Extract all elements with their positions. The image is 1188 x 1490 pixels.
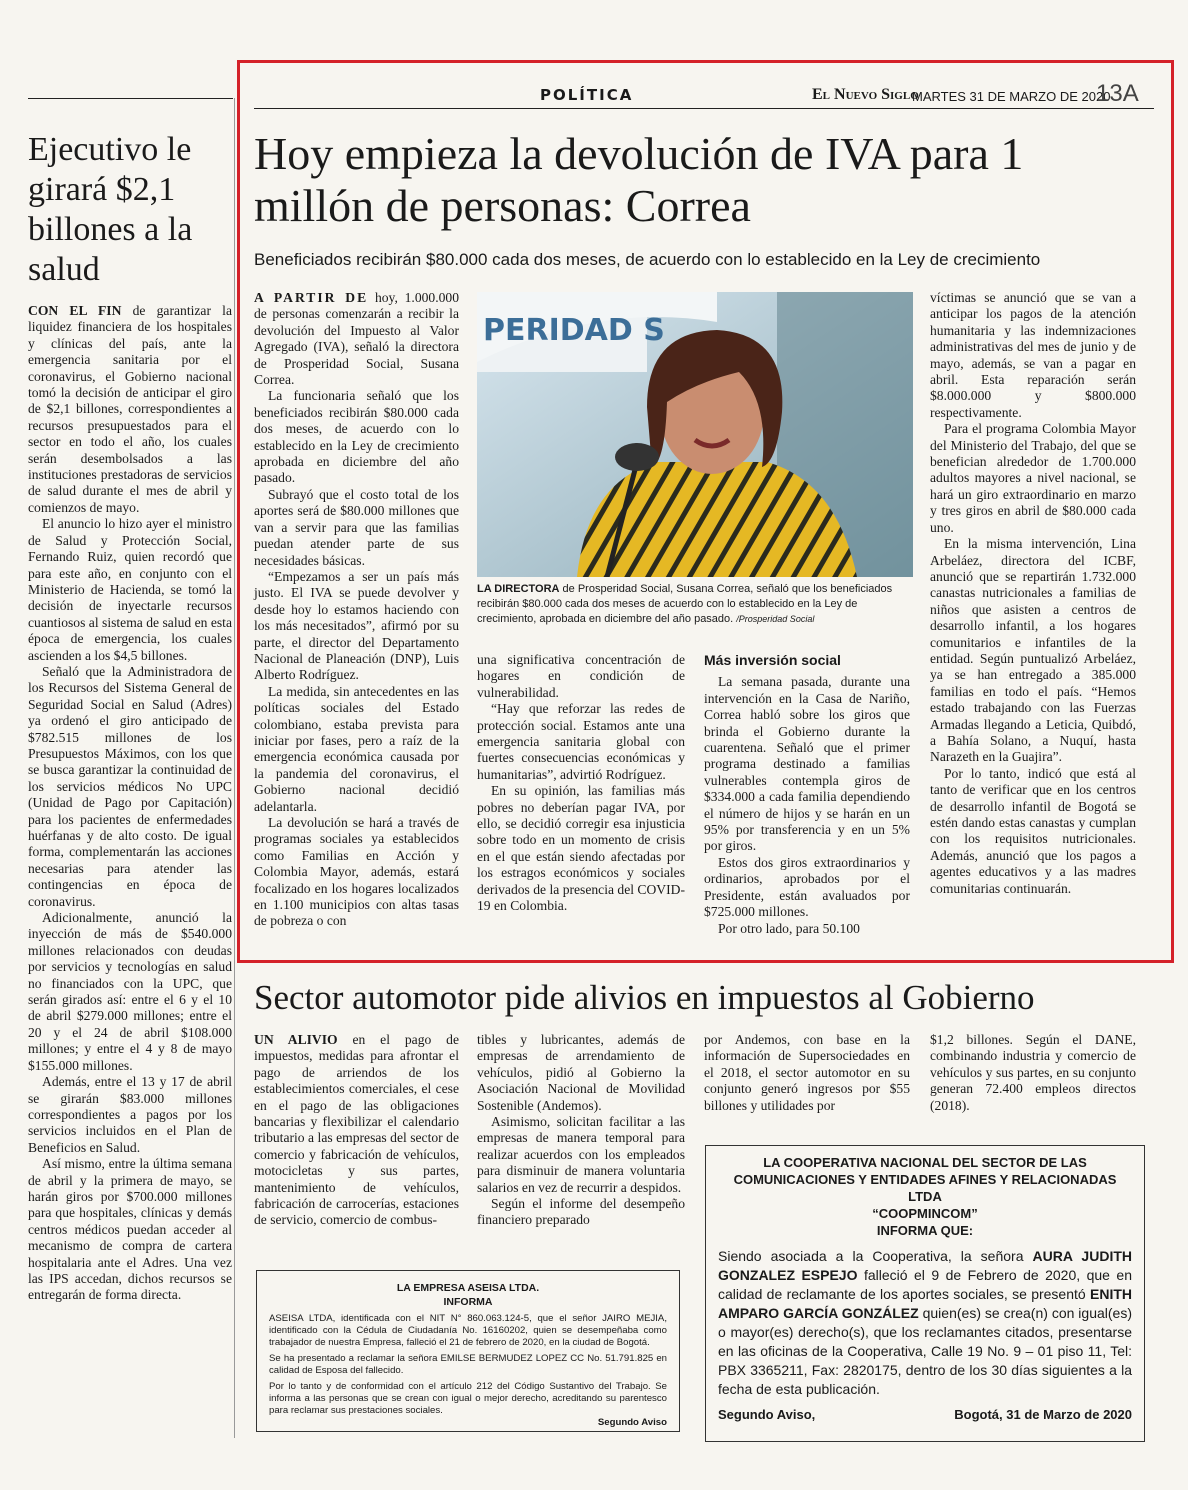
main-lead: A PARTIR DE [254, 290, 369, 305]
column-divider [234, 98, 235, 1438]
coop-acronym: “COOPMINCOM” [872, 1206, 978, 1221]
speaker-photo-illustration [477, 292, 913, 577]
second-paragraph: en el pago de impuestos, medidas para afrontar el pago de arriendos de los establecimientos comerciales, el cese en el pago de las obligaciones bancarias y flexibilizar el calendario tributario a las empresas del sector de comercio y fabricación de vehículos, motocicletas y sus partes, mantenimiento de vehículos, fabricación de carrocerías, estaciones de servicio, comercio de combus- [254, 1032, 459, 1228]
photo-caption [477, 582, 913, 627]
second-paragraph: tibles y lubricantes, además de empresas de arrendamiento de vehículos, pidió al Gobierno la Asociación Nacional de Movilidad Sostenible (Andemos). [477, 1032, 685, 1113]
main-column-2 [477, 652, 685, 915]
page-number: 13A [1096, 80, 1139, 107]
aseisa-notice [256, 1270, 680, 1432]
main-subhead: Beneficiados recibirán $80.000 cada dos meses, de acuerdo con lo establecido en la Ley de crecimiento [254, 250, 1041, 269]
aseisa-paragraph: Por lo tanto y de conformidad con el artículo 212 del Código Sustantivo del Trabajo. Se informa a las personas que se crean con igual o mejor derecho, acreditando su parentesco para reclamar sus prestaciones sociales. [269, 1381, 667, 1416]
main-paragraph: Por otro lado, para 50.100 [718, 920, 860, 936]
aseisa-signature: Segundo Aviso [597, 1417, 667, 1428]
issue-date: MARTES 31 DE MARZO DE 2020 [912, 89, 1111, 104]
aseisa-title: LA EMPRESA ASEISA LTDA. [396, 1282, 540, 1294]
coop-name-deceased: AURA JUDITH GONZALEZ ESPEJO [718, 1248, 1132, 1283]
second-paragraph: Asimismo, solicitan facilitar a las empresas de manera temporal para realizar acuerdos con los empleados para disminuir de manera voluntaria salarios en vez de recurrir a despidos. [477, 1114, 685, 1195]
second-column-2 [477, 1032, 685, 1229]
main-paragraph: Estos dos giros extraordinarios y ordinarios, aprobados por el Presidente, están avaluados por $725.000 millones. [704, 854, 910, 920]
main-paragraph: “Hay que reforzar las redes de protección social. Estamos ante una emergencia sanitaria global con fuertes consecuencias económicas y humanitarias”, advirtió Rodríguez. [477, 701, 685, 782]
main-paragraph: La semana pasada, durante una intervención en la Casa de Nariño, Correa habló sobre los giros que brinda el Gobierno durante la cuarentena. Señaló que el primer programa destinado a familias vulnerables contempla giros de $334.000 a cada familia dependiendo el número de hijos y se harán en un 95% por transferencia y en un 5% por giros. [704, 674, 910, 854]
masthead-rule [254, 108, 1154, 109]
main-paragraph: La funcionaria señaló que los beneficiados recibirán $80.000 cada dos meses, de acuerdo con lo establecido en la Ley de crecimiento aprobada en diciembre del año pasado. [254, 388, 459, 486]
coop-text: quien(es) se crea(n) con igual(es) o mayor(es) derecho(s), que los reclamantes citados, presentarse en las oficinas de la Cooperativa, Calle 19 No. 9 – 01 piso 11, Tel: PBX 3365211, Fax: 2820175, dentro de los 30 días siguientes a la fecha de esta publicación. [718, 1305, 1132, 1397]
coop-text: falleció el 9 de Febrero de 2020, que en calidad de reclamante de los aportes sociales, se presentó [718, 1267, 1132, 1302]
coop-footer [718, 1407, 1132, 1422]
main-column-4 [930, 290, 1136, 897]
main-column-3 [704, 652, 910, 937]
newspaper-name: El Nuevo Siglo [812, 86, 919, 103]
main-column-1 [254, 290, 459, 930]
caption-lead: LA DIRECTORA [477, 583, 560, 595]
main-headline: Hoy empieza la devolución de IVA para 1 millón de personas: Correa [254, 128, 1024, 231]
main-paragraph: La devolución se hará a través de programas sociales ya establecidos como Familias en Acción y Colombia Mayor, además, estará focalizado en los hogares localizados en 1.100 municipios con altas tasas de pobreza o con [254, 815, 459, 929]
second-column-3 [704, 1032, 910, 1114]
main-paragraph: En su opinión, las familias más pobres no deberían pagar IVA, por ello, se decidió corregir esa injusticia sobre todo en un momento de crisis en el que están siendo afectadas por los estragos económicos y sociales derivados de la presencia del COVID-19 en Colombia. [477, 783, 685, 914]
second-column-4 [930, 1032, 1136, 1114]
coop-title: LA COOPERATIVA NACIONAL DEL SECTOR DE LAS COMUNICACIONES Y ENTIDADES AFINES Y RELACIONADAS LTDA [733, 1155, 1117, 1204]
subsection-title: Más inversión social [704, 652, 841, 668]
sidebar-paragraph: Señaló que la Administradora de los Recursos del Sistema General de Seguridad Social en Salud (Adres) ya ordenó el giro anticipado de $782.515 millones de los Presupuestos Máximos, con los que se busca garantizar la continuidad de los servicios médicos No UPC (Unidad de Pago por Capitación) para los pacientes de enfermedades huérfanas y de alto costo. De igual forma, complementarán las acciones necesarias para atender las contingencias en época de coronavirus. [28, 663, 232, 909]
coop-text: Siendo asociada a la Cooperativa, la señora [718, 1248, 1033, 1264]
main-paragraph: víctimas se anunció que se van a anticipar los pagos de la atención humanitaria y las indemnizaciones administrativas del mes de junio y de mayo, además, se van a pagar en abril. Esta reparación serán $8.000.000 y $800.000 respectivamente. [930, 290, 1136, 420]
second-paragraph: $1,2 billones. Según el DANE, combinando industria y comercio de vehículos y sus partes, en su conjunto generan 72.400 empleos directos (2018). [930, 1032, 1136, 1113]
sidebar-lead: CON EL FIN [28, 303, 122, 318]
second-paragraph: por Andemos, con base en la información de Supersociedades en el 2018, el sector automotor en su conjunto generó ingresos por $55 billones y utilidades por [704, 1032, 910, 1113]
photo-credit: /Prosperidad Social [736, 614, 815, 624]
main-paragraph: hoy, 1.000.000 de personas comenzarán a recibir la devolución del Impuesto al Valor Agregado (IVA), señaló la directora de Prosperidad Social, Susana Correa. [254, 290, 460, 388]
second-lead: UN ALIVIO [254, 1032, 338, 1047]
second-paragraph: Según el informe del desempeño financiero preparado [477, 1196, 685, 1228]
coop-name-claimant: ENITH AMPARO GARCÍA GONZÁLEZ [718, 1286, 1132, 1321]
main-paragraph: Para el programa Colombia Mayor del Ministerio del Trabajo, del que se benefician alrededor de 1.700.000 adultos mayores a nivel nacional, se hará un giro extraordinario en marzo y tres giros en abril de $80.000 cada uno. [930, 421, 1136, 535]
second-headline: Sector automotor pide alivios en impuestos al Gobierno [254, 978, 1035, 1017]
sidebar-paragraph: de garantizar la liquidez financiera de los hospitales y clínicas del país, ante la emergencia sanitaria por el coronavirus, el Gobierno nacional tomó la decisión de anticipar el giro de $2,1 billones, correspondientes a recursos presupuestados para el sector en todo el año, los cuales serán desembolsados a las instituciones prestadoras de servicios de salud durante el mes de abril y comienzos de mayo. [28, 303, 232, 515]
sidebar-paragraph: Adicionalmente, anunció la inyección de más de $540.000 millones relacionados con deudas por servicios y tecnologías en salud no financiados con la UPC, que serán girados así: entre el 6 y el 10 de abril $279.000 millones; entre el 20 y el 24 de abril $108.000 millones; y entre el 4 y 8 de mayo $155.000 millones. [28, 910, 232, 1073]
coop-informa: INFORMA QUE: [876, 1223, 974, 1238]
top-rule [28, 98, 233, 99]
sidebar-headline: Ejecutivo le girará $2,1 billones a la salud [28, 131, 193, 288]
second-column-1 [254, 1032, 459, 1229]
main-paragraph: “Empezamos a ser un país más justo. El IVA se puede devolver y desde hoy lo estamos haciendo con los más necesitados”, afirmó por su parte, el director del Departamento Nacional de Planeación (DNP), Luis Alberto Rodríguez. [254, 568, 459, 683]
aseisa-paragraph: ASEISA LTDA, identificada con el NIT N° 860.063.124-5, que el señor JAIRO MEJIA, identificado con la Cédula de Ciudadanía No. 16160202, quien se desempeñaba como trabajador de nuestra Empresa, falleció el 21 de febrero de 2020, en la ciudad de Bogotá. [269, 1313, 667, 1348]
sidebar-paragraph: Además, entre el 13 y 17 de abril se girarán $83.000 millones correspondientes a pagos por los servicios incluidos en el Plan de Beneficios en Salud. [28, 1074, 232, 1155]
sidebar-paragraph: El anuncio lo hizo ayer el ministro de Salud y Protección Social, Fernando Ruiz, quien recordó que para este año, en conjunto con el Ministerio de Hacienda, se tomó la decisión de inyectarle recursos cuantiosos al sistema de salud en esta época de emergencia, los cuales ascienden a los $4,5 billones. [28, 516, 232, 663]
sidebar-paragraph: Así mismo, entre la última semana de abril y la primera de mayo, se harán giros por $700.000 millones para que hospitales, clínicas y demás centros médicos puedan acceder al mecanismo de compra de cartera hospitalaria ante el Adres. Una vez las IPS accedan, dichos recursos se entregarán de forma directa. [28, 1156, 232, 1303]
aseisa-paragraph: Se ha presentado a reclamar la señora EMILSE BERMUDEZ LOPEZ CC No. 51.791.825 en calidad de Esposa del fallecido. [269, 1353, 667, 1376]
main-paragraph: En la misma intervención, Lina Arbeláez, directora del ICBF, anunció que se repartirán 1.732.000 canastas nutricionales a familias de niños que asisten a centros de desarrollo infantil, a los hogares comunitarios e infantiles de la entidad. Según puntualizó Arbeláez, ya se han entregado a 385.000 familias en todo el país. “Hemos estado trabajando con las Fuerzas Armadas llegando a Leticia, Quibdó, a Bahía Solano, a Nuquí, hasta Narazeth en la Guajira”. [930, 536, 1136, 765]
main-paragraph: Por lo tanto, indicó que está al tanto de verificar que en los centros de desarrollo infantil de Bogotá se estén dando estas canastas y cumplan con los requisitos nutricionales. Además, anunció que los pagos a agentes educativos y a las madres comunitarias continuarán. [930, 765, 1136, 896]
coop-notice-number: Segundo Aviso, [718, 1407, 816, 1422]
caption-text: de Prosperidad Social, Susana Correa, señaló que los beneficiados recibirán $80.000 cada dos meses de acuerdo con lo establecido en la Ley de crecimiento, aprobada en diciembre del año pasado. [477, 583, 893, 625]
aseisa-subtitle: INFORMA [443, 1296, 493, 1308]
article-photo [477, 292, 913, 577]
main-paragraph: una significativa concentración de hogares en condición de vulnerabilidad. [477, 652, 685, 700]
section-label: POLÍTICA [540, 86, 634, 104]
main-paragraph: La medida, sin antecedentes en las políticas sociales del Estado colombiano, estaba prevista para iniciar por fases, pero a raíz de la emergencia económica causada por la pandemia del coronavirus, el Gobierno nacional decidió adelantarla. [254, 683, 459, 814]
sidebar-body [28, 303, 232, 1304]
main-paragraph: Subrayó que el costo total de los aportes será de $80.000 millones que van a servir para que las familias puedan atender parte de sus necesidades básicas. [254, 486, 459, 568]
coop-place-date: Bogotá, 31 de Marzo de 2020 [954, 1407, 1132, 1422]
coop-body [718, 1247, 1132, 1399]
coopmincom-notice [705, 1145, 1145, 1442]
background-sign-text: PERIDAD S [483, 313, 665, 348]
